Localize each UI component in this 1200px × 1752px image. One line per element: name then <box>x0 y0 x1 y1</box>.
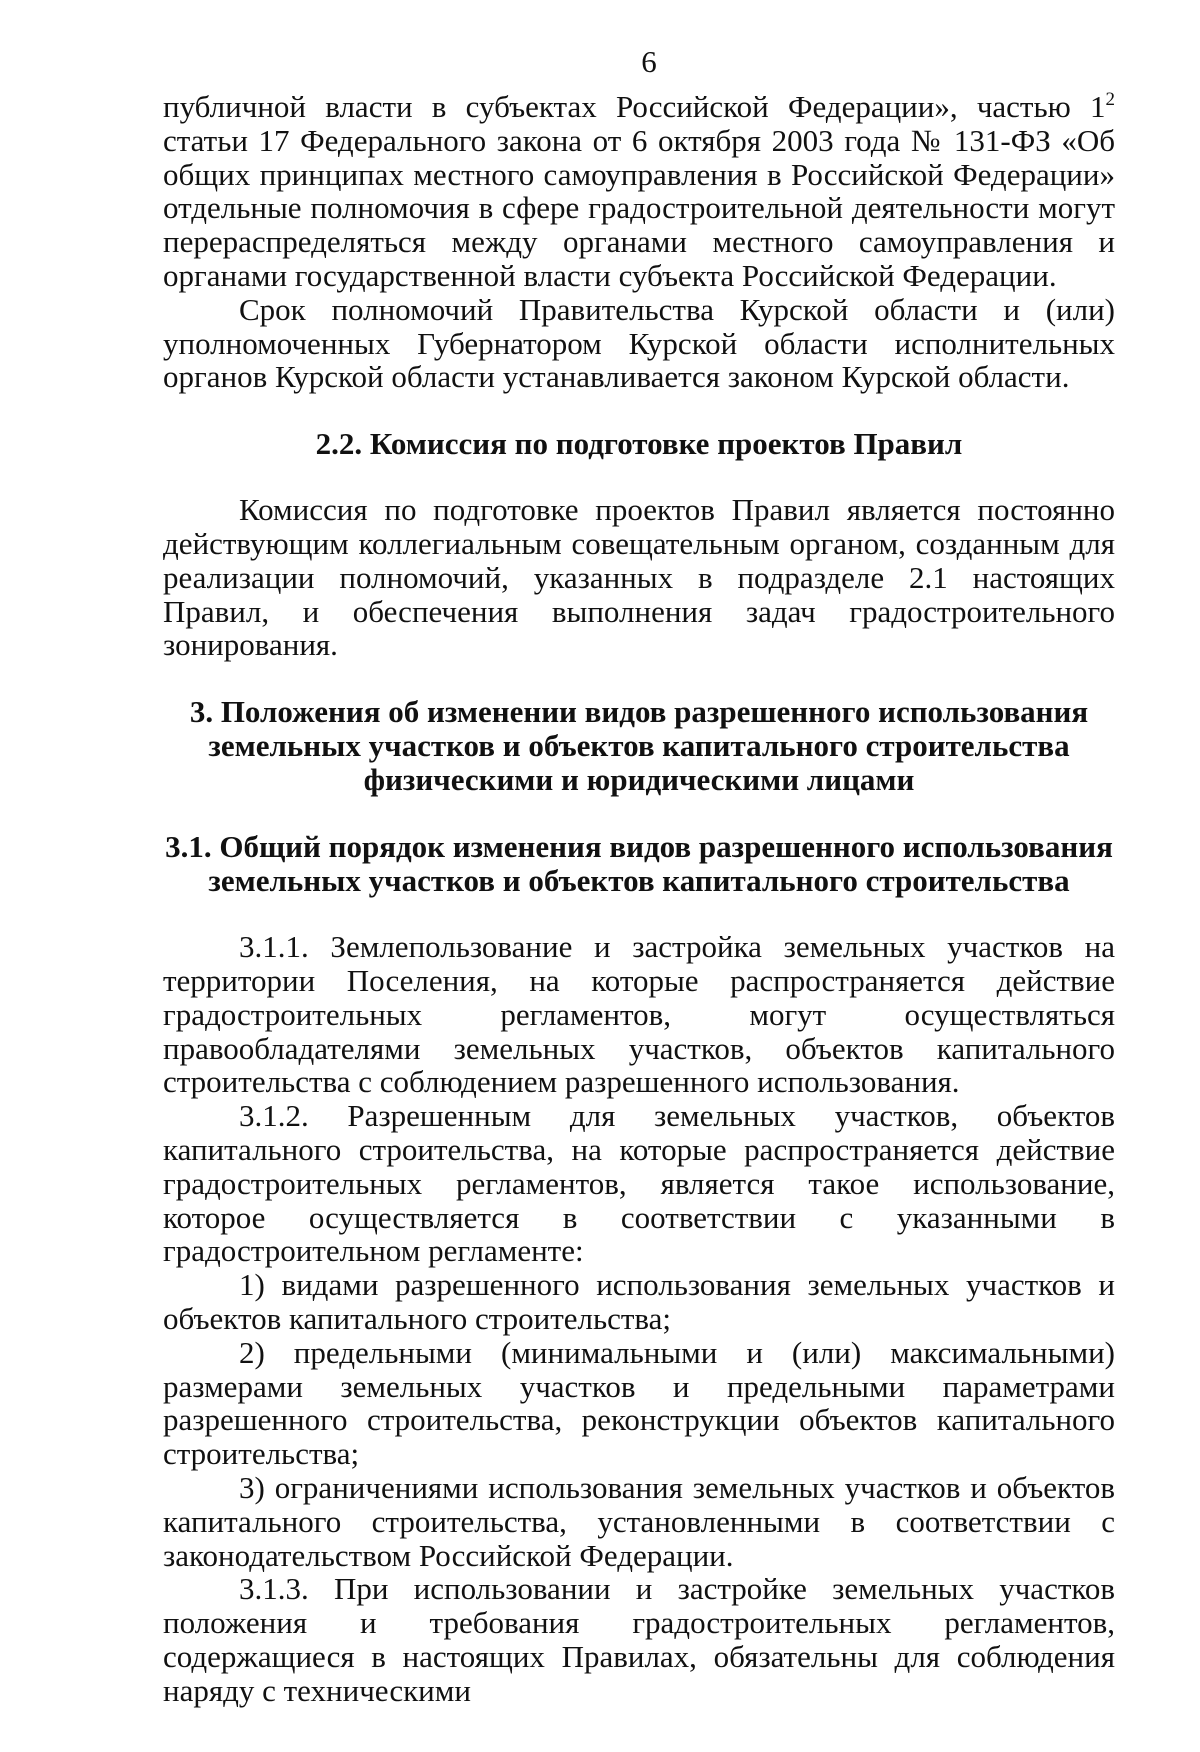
paragraph-2-2: Комиссия по подготовке проектов Правил является постоянно действующим коллегиальным совещательным органом, созданным для реализации полномочий, указанных в подразделе 2.1 настоящих Правил, и обеспечения выполнения задач градостроительного зонирования. <box>163 492 1115 663</box>
list-item-1: 1) видами разрешенного использования земельных участков и объектов капитального строительства; <box>163 1267 1115 1336</box>
paragraph-3-1-3: 3.1.3. При использовании и застройке земельных участков положения и требования градостроительных регламентов, содержащиеся в настоящих Правилах, обязательны для соблюдения наряду с техническими <box>163 1571 1115 1708</box>
paragraph-term: Срок полномочий Правительства Курской области и (или) уполномоченных Губернатором Курской области исполнительных органов Курской области устанавливается законом Курской области. <box>163 291 1115 395</box>
paragraph-3-1-1: 3.1.1. Землепользование и застройка земельных участков на территории Поселения, на которые распространяется действие градостроительных регламентов, могут осуществляться правообладателями земельных участков, объектов капитального строительства с соблюдением разрешенного использования. <box>163 929 1115 1100</box>
paragraph-continuation <box>163 90 1115 293</box>
heading-3-line-3: физическими и юридическими лицами <box>363 762 915 798</box>
heading-3-1-line-2: земельных участков и объектов капитального строительства <box>208 863 1070 899</box>
heading-2-2: 2.2. Комиссия по подготовке проектов Правил <box>315 426 963 462</box>
superscript: 2 <box>1105 89 1115 110</box>
heading-3-1-line-1: 3.1. Общий порядок изменения видов разрешенного использования <box>165 829 1113 865</box>
heading-3 <box>163 695 1115 797</box>
heading-3-line-1: 3. Положения об изменении видов разрешенного использования <box>189 694 1089 730</box>
heading-3-line-2: земельных участков и объектов капитального строительства <box>208 728 1070 764</box>
list-item-2: 2) предельными (минимальными и (или) максимальными) размерами земельных участков и предельными параметрами разрешенного строительства, реконструкции объектов капитального строительства; <box>163 1334 1115 1472</box>
paragraph-3-1-2: 3.1.2. Разрешенным для земельных участков, объектов капитального строительства, на которые распространяется действие градостроительных регламентов, является такое использование, которое осуществляется в соответствии с указанными в градостроительном регламенте: <box>163 1098 1115 1269</box>
document-page <box>163 40 1115 1707</box>
heading-3-1 <box>163 830 1115 898</box>
paragraph-text-part-1: публичной власти в субъектах Российской Федерации», частью 1 <box>163 89 1106 124</box>
list-item-3: 3) ограничениями использования земельных участков и объектов капитального строительства, установленными в соответствии с законодательством Российской Федерации. <box>163 1469 1115 1573</box>
page-number: 6 <box>641 44 657 79</box>
paragraph-text-part-2: статьи 17 Федерального закона от 6 октября 2003 года № 131-ФЗ «Об общих принципах местного самоуправления в Российской Федерации» отдельные полномочия в сфере градостроительной деятельности могут перераспределяться между органами местного самоуправления и органами государственной власти субъекта Российской Федерации. <box>163 122 1115 293</box>
